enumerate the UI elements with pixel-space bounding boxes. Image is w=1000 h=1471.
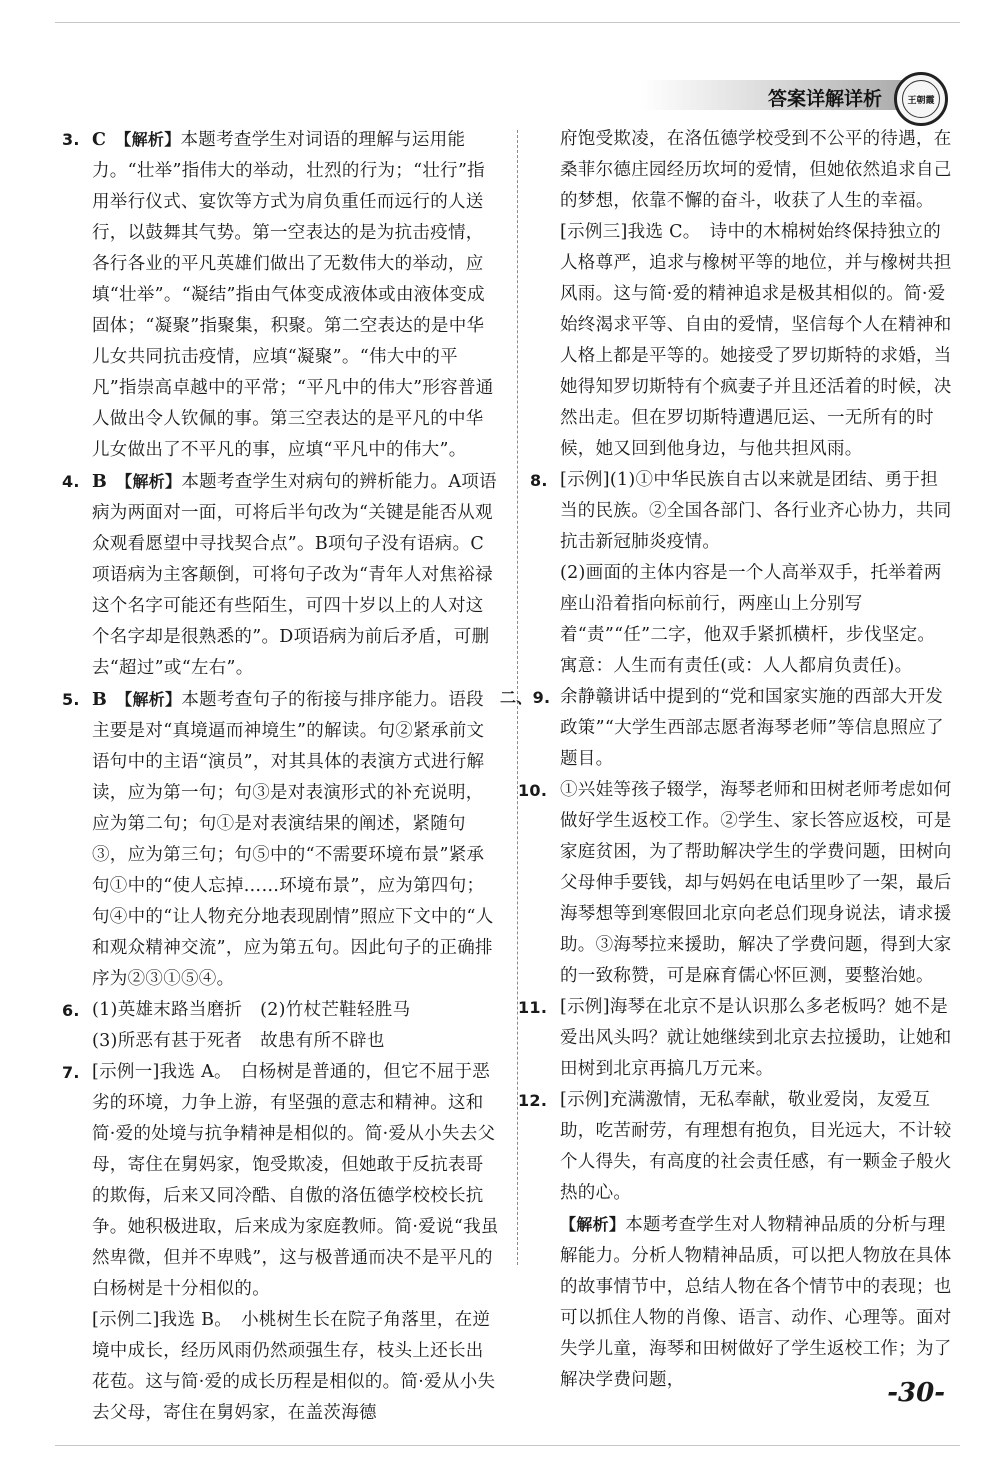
answer-paragraph [92,1026,500,1057]
answer-text: 余静赣讲话中提到的“党和国家实施的西部大开发政策”“大学生西部志愿者海琴老师”等信息照应了题目。 [560,687,944,769]
answer-text: (3)所恶有甚于死者 故患有所不辟也 [92,1031,385,1051]
question-number: 4. [62,472,80,491]
answer-paragraph [560,217,952,465]
answer-paragraph [92,1305,500,1429]
answer-item [62,1057,500,1429]
question-number: 11. [518,998,548,1017]
answer-text: 府饱受欺凌，在洛伍德学校受到不公平的待遇，在桑菲尔德庄园经历坎坷的爱情，但她依然追求自己的梦想，依靠不懈的奋斗，收获了人生的幸福。 [560,129,952,211]
question-number: 12. [518,1091,548,1110]
answer-item [530,465,952,682]
bottom-rule [55,1445,960,1446]
answer-paragraph [62,684,500,995]
publisher-logo [894,72,948,126]
answer-item [518,775,952,992]
left-column [62,124,500,1429]
answer-paragraph [560,651,952,682]
answer-choice: B [92,472,108,492]
answer-paragraph [62,466,500,684]
answer-item [518,1085,952,1396]
answer-paragraph [62,995,500,1026]
answer-item [62,684,500,995]
answer-paragraph [62,124,500,466]
answer-paragraph [560,1209,952,1396]
answer-paragraph [500,682,952,775]
analysis-label: 【解析】 [560,1215,626,1234]
answer-text: 本题考查学生对人物精神品质的分析与理解能力。分析人物精神品质，可以把人物放在具体的故事情节中，总结人物在各个情节中的表现；也可以抓住人物的肖像、语言、动作、心理等。面对失学儿童，海琴和田树做好了学生返校工作；为了解决学费问题， [560,1215,952,1390]
answer-item [560,124,952,465]
question-number: 3. [62,130,80,149]
question-number: 8. [530,471,548,490]
answer-text: 本题考查句子的衔接与排序能力。语段主要是对“真境逼而神境生”的解读。句②紧承前文语句中的主语“演员”，对其具体的表演方式进行解读，应为第一句；句③是对表演形式的补充说明，应为第二句；句①是对表演结果的阐述，紧随句③，应为第三句；句⑤中的“不需要环境布景”紧承句①中的“使人忘掉……环境布景”，应为第四句；句④中的“让人物充分地表现剧情”照应下文中的“人和观众精神交流”，应为第五句。因此句子的正确排序为②③①⑤④。 [92,690,494,989]
answer-paragraph [518,992,952,1085]
question-number: 7. [62,1063,80,1082]
page-number: -30- [887,1378,945,1408]
answer-item [62,124,500,466]
answer-text: [示例](1)①中华民族自古以来就是团结、勇于担当的民族。②全国各部门、各行业齐心协力，共同抗击新冠肺炎疫情。 [560,470,952,552]
answer-text: (1)英雄末路当磨折 (2)竹杖芒鞋轻胜马 [92,1000,411,1020]
answer-text: [示例三]我选 C。 诗中的木棉树始终保持独立的人格尊严，追求与橡树平等的地位，并与橡树共担风雨。这与简·爱的精神追求是极其相似的。简·爱始终渴求平等、自由的爱情，坚信每个人在精神和人格上都是平等的。她接受了罗切斯特的求婚，当她得知罗切斯特有个疯妻子并且还活着的时候，决然出走。但在罗切斯特遭遇厄运、一无所有的时候，她又回到他身边，与他共担风雨。 [560,222,952,459]
answer-text: 寓意：人生而有责任(或：人人都肩负责任)。 [560,656,913,676]
answer-item [62,995,500,1057]
answer-paragraph [560,124,952,217]
question-number: 二、9. [500,688,551,707]
answer-text: [示例一]我选 A。 白杨树是普通的，但它不屈于恶劣的环境，力争上游，有坚强的意志和精神。这和简·爱的处境与抗争精神是相似的。简·爱从小失去父母，寄住在舅妈家，饱受欺凌，但她敢于反抗表哥的欺侮，后来又同冷酷、自傲的洛伍德学校校长抗争。她积极进取，后来成为家庭教师。简·爱说“我虽然卑微，但并不卑贱”，这与极普通而决不是平凡的白杨树是十分相似的。 [92,1062,499,1299]
answer-paragraph [530,465,952,558]
top-rule [55,22,960,23]
answer-choice: B [92,690,108,710]
answer-item [62,466,500,684]
answer-paragraph [518,775,952,992]
logo-text: 王朝霞 [902,80,940,118]
header-title: 答案详解详析 [767,88,882,110]
question-number: 5. [62,690,80,709]
analysis-label: 【解析】 [116,472,182,491]
right-column [500,124,952,1396]
answer-text: (2)画面的主体内容是一个人高举双手，托举着两座山沿着指向标前行，两座山上分别写着“责”“任”二字，他双手紧抓横杆，步伐坚定。 [560,563,942,645]
analysis-label: 【解析】 [115,130,181,149]
answer-text: 本题考查学生对词语的理解与运用能力。“壮举”指伟大的举动，壮烈的行为；“壮行”指用举行仪式、宴饮等方式为肩负重任而远行的人送行，以鼓舞其气势。第一空表达的是为抗击疫情，各行各业的平凡英雄们做出了无数伟大的举动，应填“壮举”。“凝结”指由气体变成液体或由液体变成固体；“凝聚”指聚集，积聚。第二空表达的是中华儿女共同抗击疫情，应填“凝聚”。“伟大中的平凡”指崇高卓越中的平常；“平凡中的伟大”形容普通人做出令人钦佩的事。第三空表达的是平凡的中华儿女做出了不平凡的事，应填“平凡中的伟大”。 [92,130,494,460]
question-number: 6. [62,1001,80,1020]
analysis-label: 【解析】 [116,690,182,709]
answer-text: 本题考查学生对病句的辨析能力。A项语病为两面对一面，可将后半句改为“关键是能否从观众观看愿望中寻找契合点”。B项句子没有语病。C项语病为主客颠倒，可将句子改为“青年人对焦裕禄这个名字可能还有些陌生，可四十岁以上的人对这个名字却是很熟悉的”。D项语病为前后矛盾，可删去“超过”或“左右”。 [92,472,497,678]
answer-text: [示例]海琴在北京不是认识那么多老板吗？她不是爱出风头吗？就让她继续到北京去拉援助，让她和田树到北京再搞几万元来。 [560,997,952,1079]
question-number: 10. [518,781,548,800]
answer-paragraph [560,558,952,651]
answer-text: [示例二]我选 B。 小桃树生长在院子角落里，在逆境中成长，经历风雨仍然顽强生存，枝头上还长出花苞。这与简·爱的成长历程是相似的。简·爱从小失去父母，寄住在舅妈家，在盖茨海德 [92,1310,496,1423]
answer-paragraph [518,1085,952,1209]
answer-paragraph [62,1057,500,1305]
answer-text: ①兴娃等孩子辍学，海琴老师和田树老师考虑如何做好学生返校工作。②学生、家长答应返校，可是家庭贫困，为了帮助解决学生的学费问题，田树向父母伸手要钱，却与妈妈在电话里吵了一架，最后海琴想等到寒假回北京向老总们现身说法，请求援助。③海琴拉来援助，解决了学费问题，得到大家的一致称赞，可是麻育儒心怀叵测，要整治她。 [560,780,952,986]
answer-choice: C [92,130,107,150]
answer-item [500,682,952,775]
answer-item [518,992,952,1085]
answer-text: [示例]充满激情，无私奉献，敬业爱岗，友爱互助，吃苦耐劳，有理想有抱负，目光远大，不计较个人得失，有高度的社会责任感，有一颗金子般火热的心。 [560,1090,952,1203]
